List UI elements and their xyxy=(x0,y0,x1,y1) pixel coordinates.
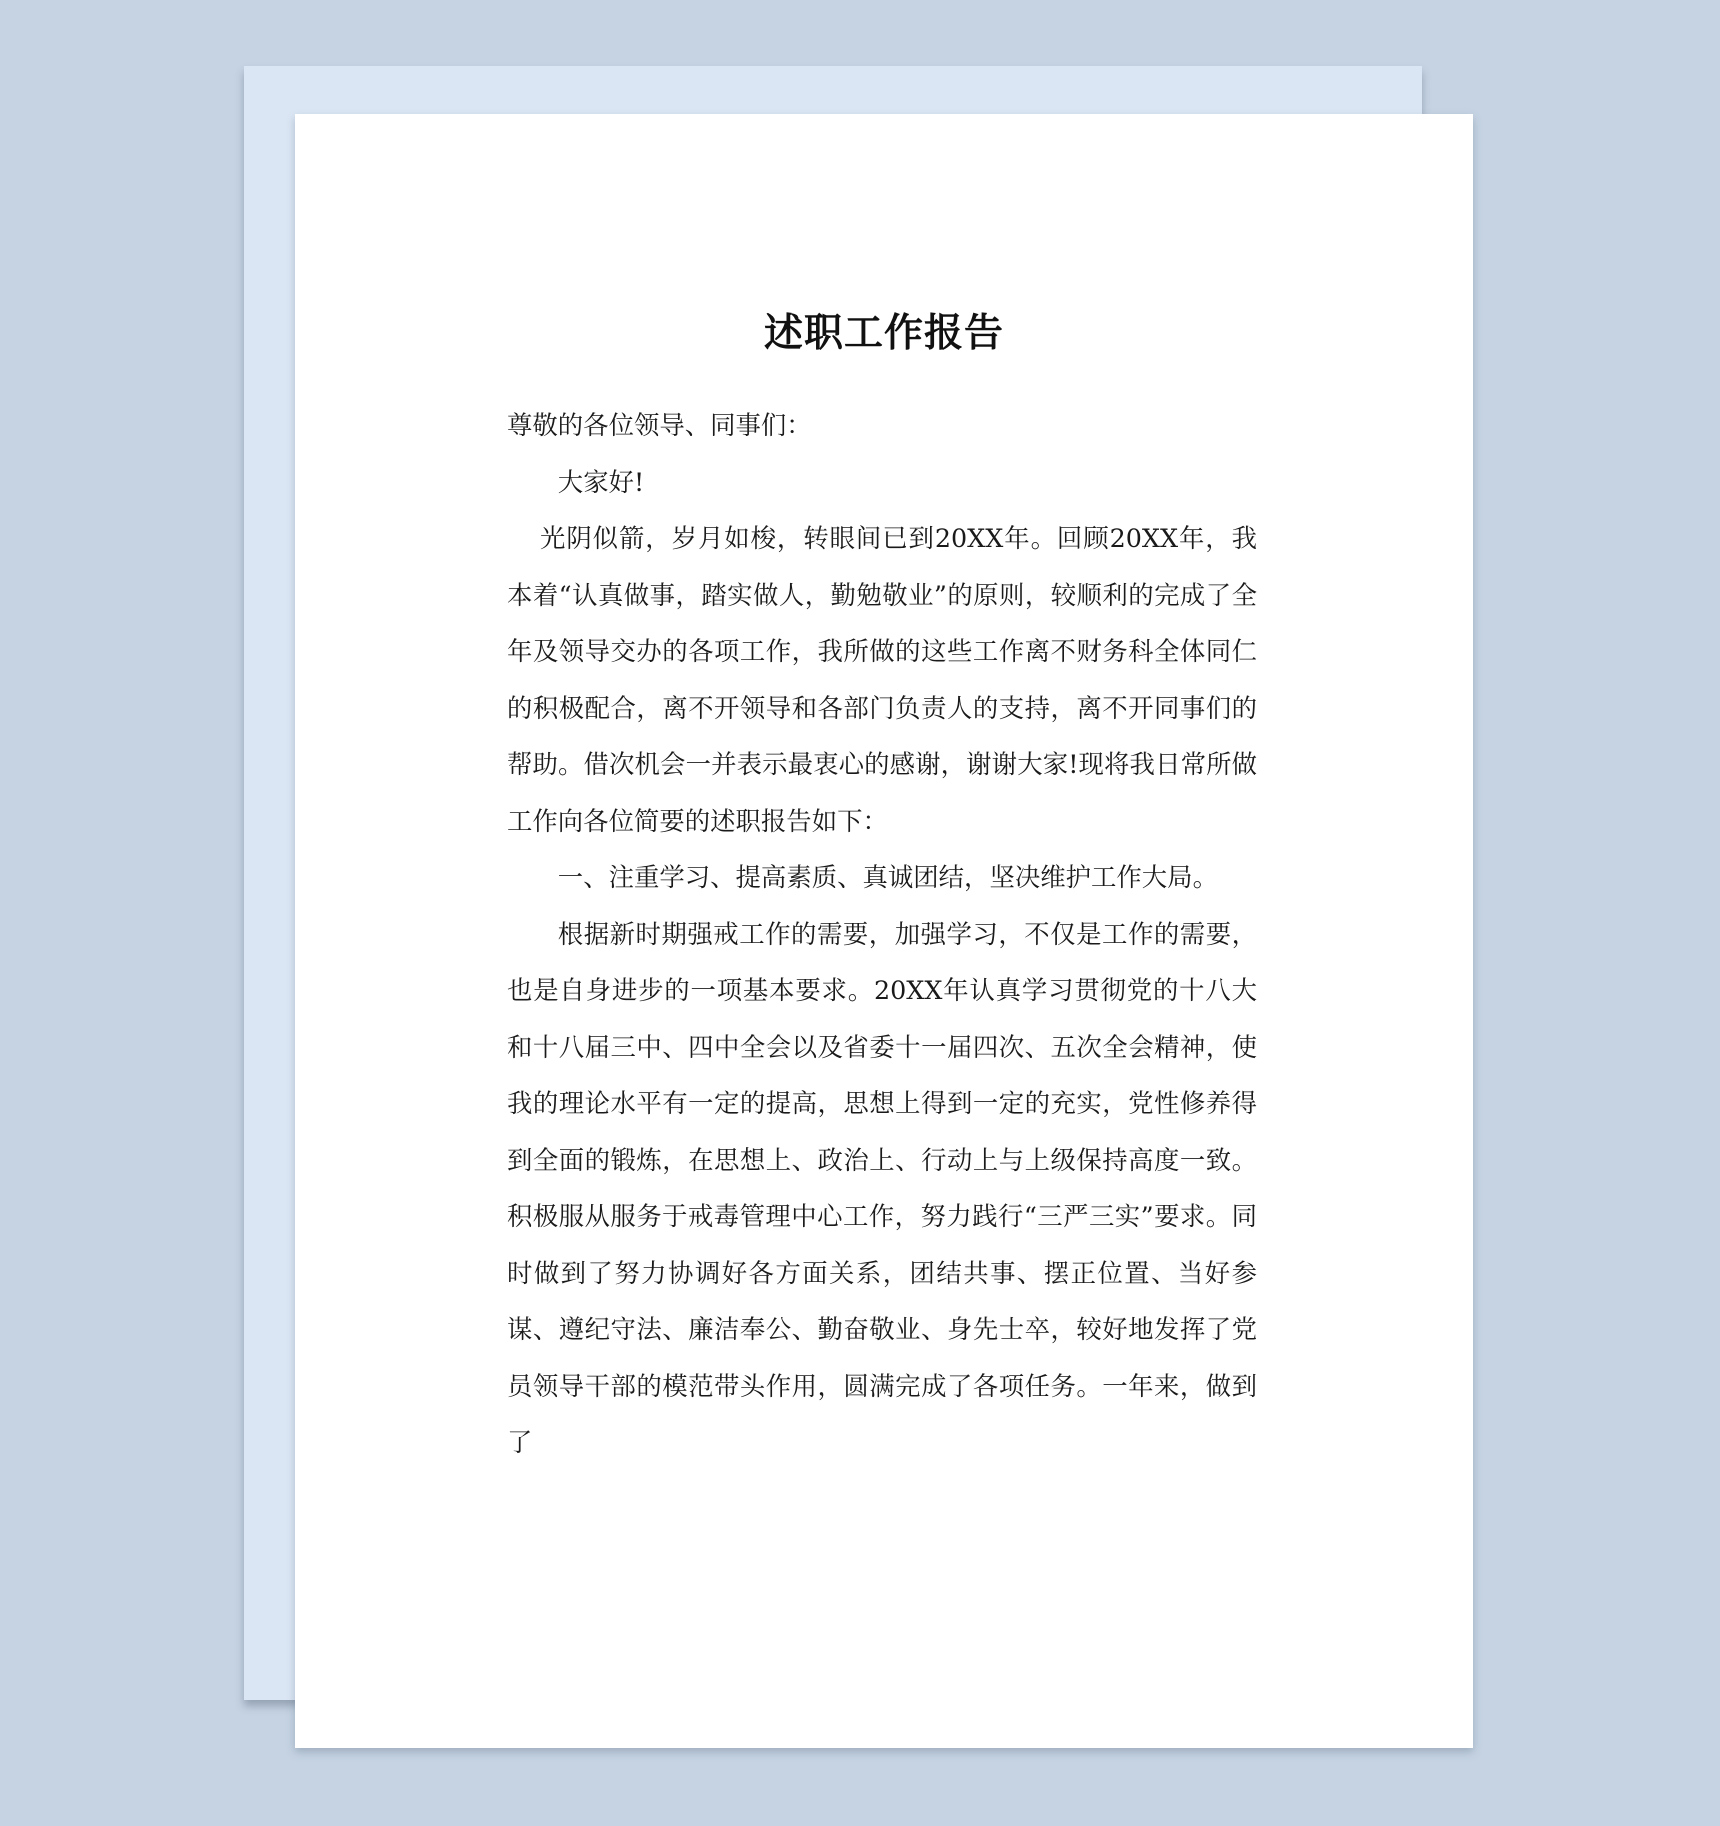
document-body xyxy=(507,397,1257,1471)
body-paragraph-1: 光阴似箭，岁月如梭，转眼间已到20XX年。回顾20XX年，我本着“认真做事，踏实做人，勤勉敬业”的原则，较顺利的完成了全年及领导交办的各项工作，我所做的这些工作离不财务科全体同仁的积极配合，离不开领导和各部门负责人的支持，离不开同事们的帮助。借次机会一并表示最衷心的感谢，谢谢大家!现将我日常所做工作向各位简要的述职报告如下： xyxy=(507,523,1257,836)
salutation-line: 尊敬的各位领导、同事们： xyxy=(507,410,812,440)
document-page xyxy=(295,114,1473,1748)
body-paragraph-2: 根据新时期强戒工作的需要，加强学习，不仅是工作的需要，也是自身进步的一项基本要求。20XX年认真学习贯彻党的十八大和十八届三中、四中全会以及省委十一届四次、五次全会精神，使我的理论水平有一定的提高，思想上得到一定的充实，党性修养得到全面的锻炼，在思想上、政治上、行动上与上级保持高度一致。积极服从服务于戒毒管理中心工作，努力践行“三严三实”要求。同时做到了努力协调好各方面关系，团结共事、摆正位置、当好参谋、遵纪守法、廉洁奉公、勤奋敬业、身先士卒，较好地发挥了党员领导干部的模范带头作用，圆满完成了各项任务。一年来，做到了 xyxy=(507,918,1257,1457)
section-heading-1: 一、注重学习、提高素质、真诚团结，坚决维护工作大局。 xyxy=(557,862,1218,892)
document-title: 述职工作报告 xyxy=(763,311,1004,356)
greeting-line: 大家好! xyxy=(557,466,645,497)
